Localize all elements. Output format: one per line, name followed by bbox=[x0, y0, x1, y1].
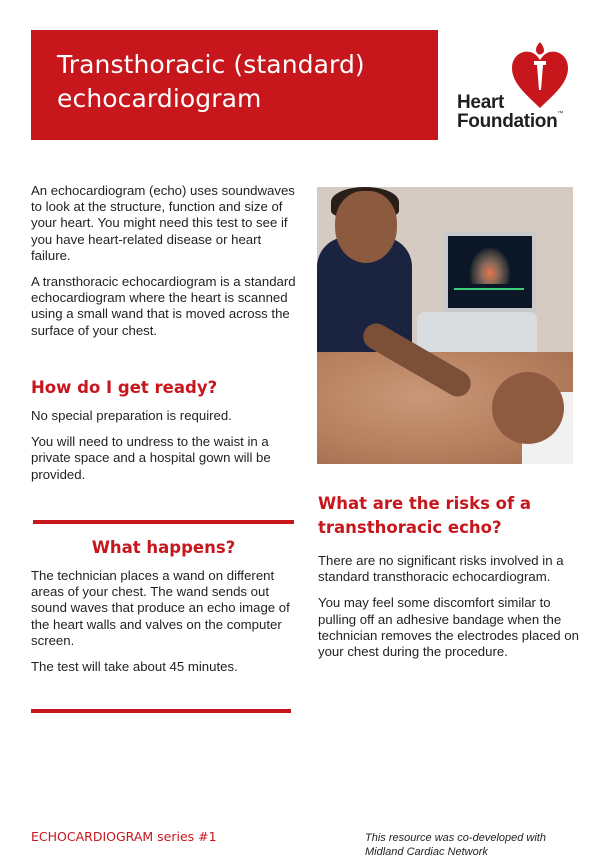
credit-note bbox=[365, 831, 546, 859]
section-divider-top bbox=[33, 520, 294, 524]
trademark-symbol: ™ bbox=[557, 111, 564, 117]
logo-word-foundation-text: Foundation bbox=[457, 111, 558, 132]
section-divider-bottom bbox=[31, 709, 291, 713]
intro-paragraph-1: An echocardiogram (echo) uses soundwaves to look at the structure, function and size of your heart. You might need this test to see if you have heart-related disease or heart failure. bbox=[31, 183, 295, 263]
get-ready-paragraph-1: No special preparation is required. bbox=[31, 408, 232, 423]
patient-head bbox=[492, 372, 564, 444]
what-happens-heading: What happens? bbox=[91, 538, 236, 557]
logo-word-heart: Heart bbox=[457, 92, 505, 113]
get-ready-section bbox=[31, 376, 296, 483]
series-label: ECHOCARDIOGRAM series #1 bbox=[31, 829, 217, 844]
what-happens-section bbox=[31, 536, 296, 675]
risks-heading bbox=[318, 492, 588, 540]
what-happens-paragraph-1: The technician places a wand on different areas of your chest. The wand sends out sound waves that produce an echo image of the heart walls and valves on the computer screen. bbox=[31, 568, 290, 648]
risks-heading-line1: What are the risks of a bbox=[318, 494, 532, 513]
risks-paragraph-2: You may feel some discomfort similar to pulling off an adhesive bandage when the technician removes the electrodes placed on your chest during the procedure. bbox=[318, 595, 579, 660]
heart-foundation-logo bbox=[455, 40, 595, 135]
heart-torch-icon bbox=[510, 40, 570, 110]
risks-heading-line2: transthoracic echo? bbox=[318, 518, 502, 537]
title-banner bbox=[31, 30, 438, 140]
echo-image bbox=[470, 248, 510, 284]
technician-head bbox=[335, 191, 397, 263]
intro-paragraph-2: A transthoracic echocardiogram is a standard echocardiogram where the heart is scanned using a small wand that is moved across the surface of your chest. bbox=[31, 274, 296, 338]
get-ready-heading: How do I get ready? bbox=[31, 378, 218, 397]
what-happens-paragraph-2: The test will take about 45 minutes. bbox=[31, 659, 238, 675]
page-title-line1: Transthoracic (standard) bbox=[57, 50, 365, 79]
credit-line-1: This resource was co-developed with bbox=[365, 832, 546, 844]
page-title-line2: echocardiogram bbox=[57, 84, 262, 113]
risks-section bbox=[318, 492, 588, 660]
intro-section bbox=[31, 183, 296, 339]
ecg-trace bbox=[454, 288, 524, 290]
get-ready-paragraph-2: You will need to undress to the waist in a private space and a hospital gown will be provided. bbox=[31, 434, 271, 482]
logo-word-foundation bbox=[457, 111, 563, 133]
page-title bbox=[57, 48, 412, 116]
echo-procedure-photo bbox=[317, 187, 573, 464]
credit-line-2: Midland Cardiac Network bbox=[365, 846, 488, 858]
risks-paragraph-1: There are no significant risks involved in a standard transthoracic echocardiogram. bbox=[318, 553, 564, 585]
ultrasound-monitor bbox=[444, 232, 536, 312]
